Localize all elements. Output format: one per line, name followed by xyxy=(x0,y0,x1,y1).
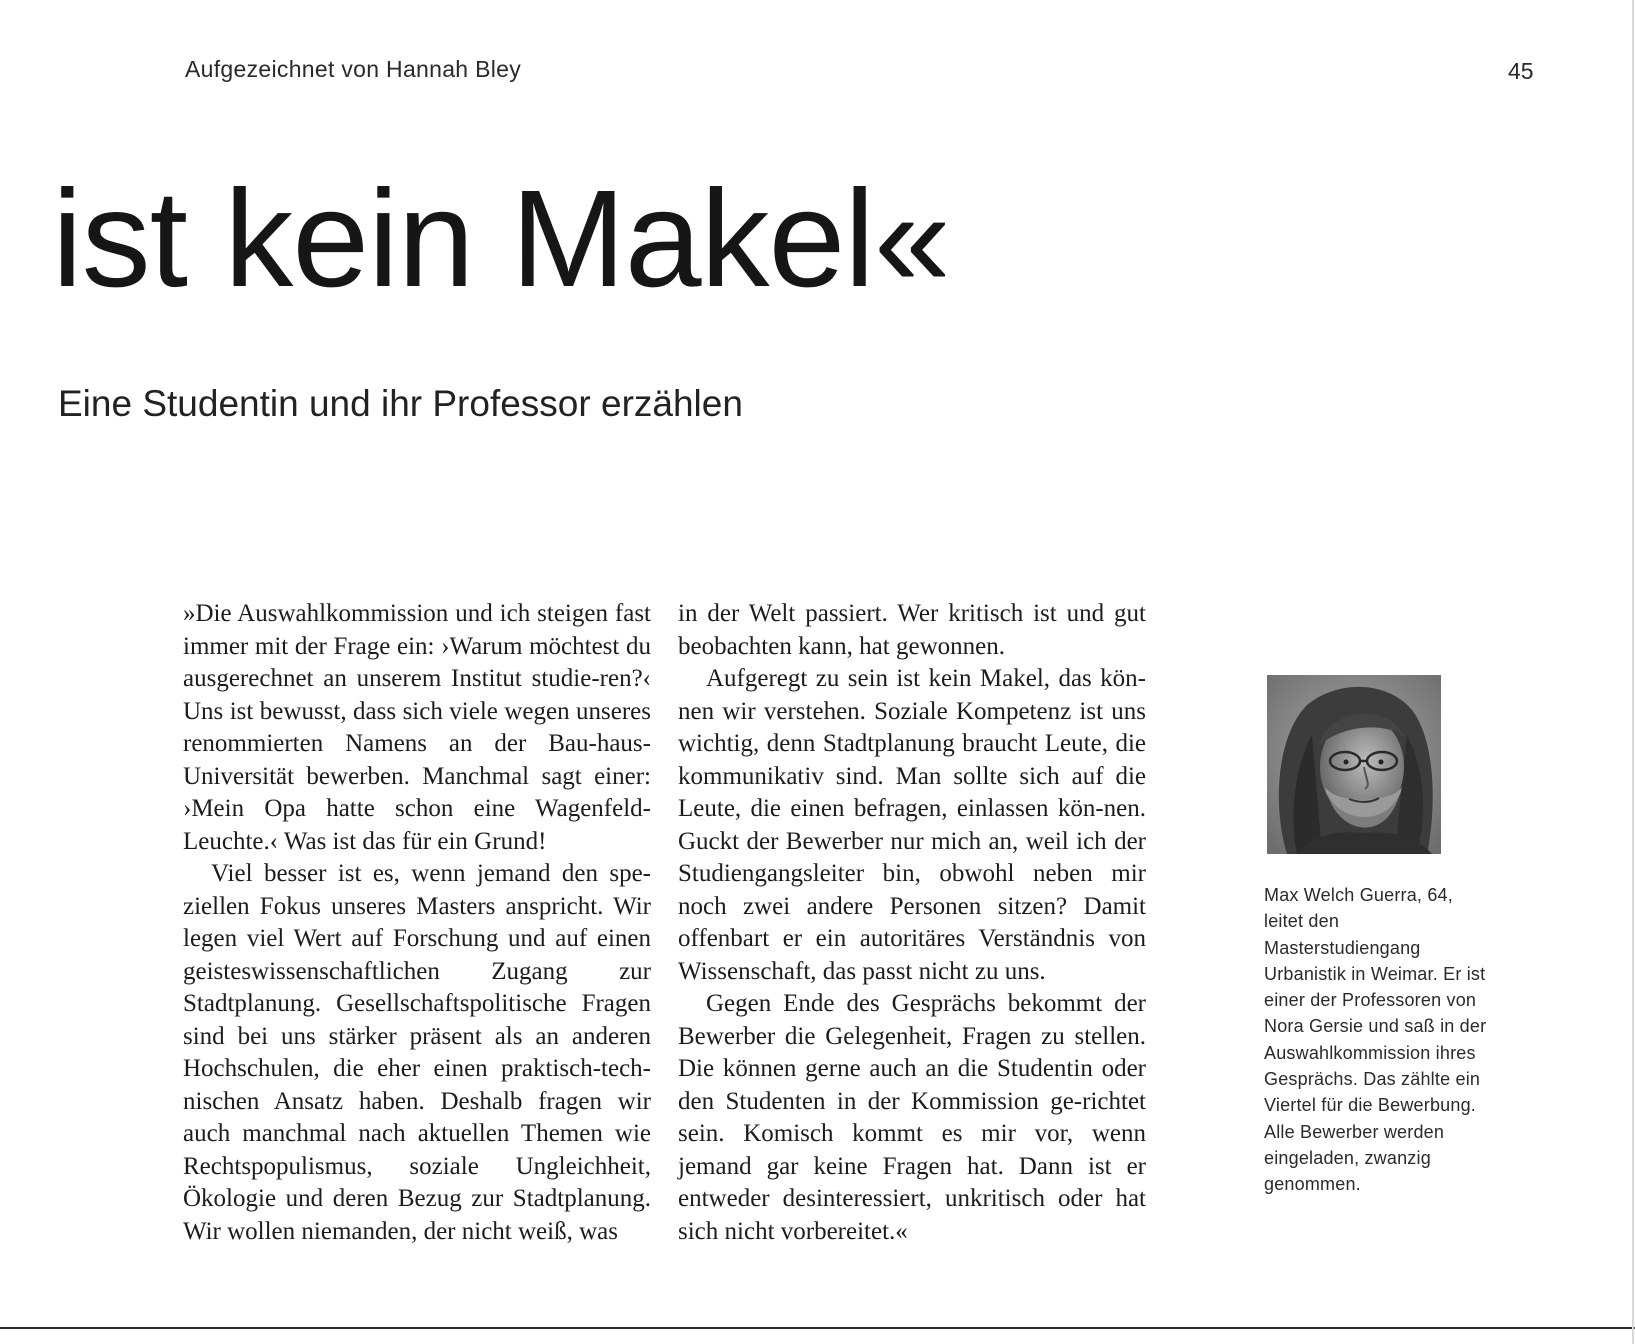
paragraph: »Die Auswahlkommission und ich steigen fast immer mit der Frage ein: ›Warum möchtest du ausgerechnet an unserem Institut studie-ren?‹ Uns ist bewusst, dass sich viele wegen unseres renommierten Namens an der Bau-haus-Universität bewerben. Manchmal sagt einer: ›Mein Opa hatte schon eine Wagenfeld-Leuchte.‹ Was ist das für ein Grund! xyxy=(183,600,651,855)
paragraph: Viel besser ist es, wenn jemand den spe-ziellen Fokus unseres Masters anspricht. Wir legen viel Wert auf Forschung und auf einen geisteswissenschaftlichen Zugang zur Stadtplanung. Gesellschaftspolitische Fragen sind bei uns stärker präsent als an anderen Hochschulen, die eher einen praktisch-tech-nischen Ansatz haben. Deshalb fragen wir auch manchmal nach aktuellen Themen wie Rechtspopulismus, soziale Ungleichheit, Ökologie und deren Bezug zur Stadtplanung. Wir wollen niemanden, der nicht weiß, was xyxy=(183,860,651,1245)
photo-caption: Max Welch Guerra, 64, leitet den Masterstudiengang Urbanistik in Weimar. Er ist einer der Professoren von Nora Gersie und saß in der Auswahlkommission ihres Gesprächs. Das zählte ein Viertel für die Bewerbung. Alle Bewerber werden eingeladen, zwanzig genommen. xyxy=(1264,885,1487,1195)
paragraph: Gegen Ende des Gesprächs bekommt der Bewerber die Gelegenheit, Fragen zu stellen. Die können gerne auch an die Studentin oder den Studenten in der Kommission ge-richtet sein. Komisch kommt es mir vor, wenn jemand gar keine Fragen hat. Dann ist er entweder desinteressiert, unkritisch oder hat sich nicht vorbereitet.« xyxy=(678,990,1146,1245)
scan-edge xyxy=(1632,0,1634,1344)
portrait-photo xyxy=(1267,675,1441,854)
byline: Aufgezeichnet von Hannah Bley xyxy=(185,56,522,82)
bottom-rule xyxy=(0,1327,1635,1329)
paragraph: in der Welt passiert. Wer kritisch ist und gut beobachten kann, hat gewonnen. xyxy=(678,600,1146,660)
page-number: 45 xyxy=(1508,58,1534,84)
subtitle: Eine Studentin und ihr Professor erzählen xyxy=(58,383,743,424)
article-column-right xyxy=(678,598,1146,1248)
headline: ist kein Makel« xyxy=(52,162,950,316)
portrait-photo-icon xyxy=(1267,675,1441,854)
article-column-left xyxy=(183,598,651,1248)
paragraph: Aufgeregt zu sein ist kein Makel, das kön-nen wir verstehen. Soziale Kompetenz ist uns wichtig, denn Stadtplanung braucht Leute, die kommunikativ sind. Man sollte sich auf die Leute, die einen befragen, einlassen kön-nen. Guckt der Bewerber nur mich an, weil ich der Studiengangsleiter bin, obwohl neben mir noch zwei andere Personen sitzen? Damit offenbart er ein autoritäres Verständnis von Wissenschaft, das passt nicht zu uns. xyxy=(678,665,1146,985)
